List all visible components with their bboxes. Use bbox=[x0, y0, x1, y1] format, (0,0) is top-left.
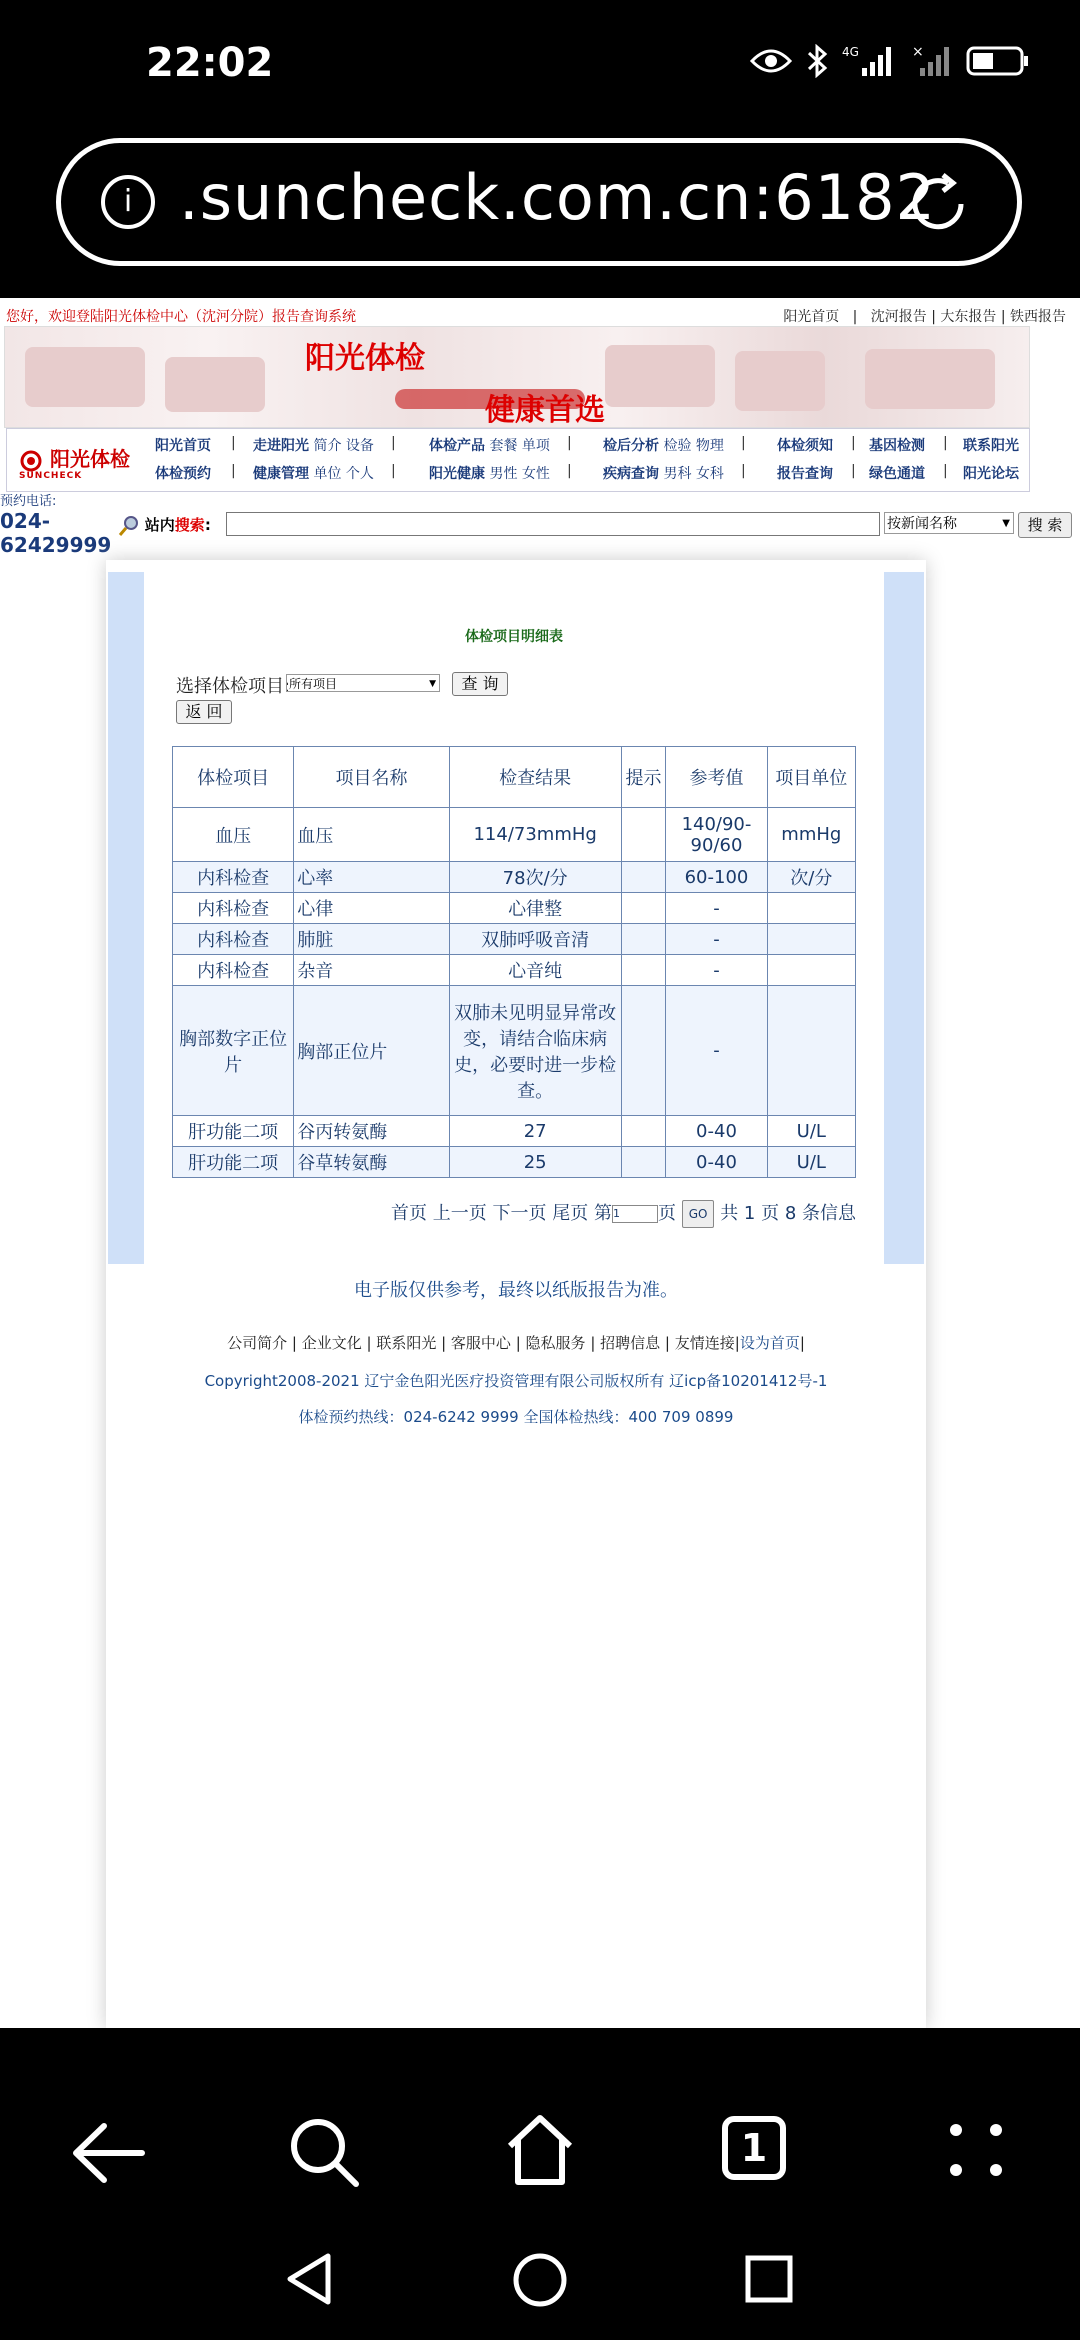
search-button[interactable]: 搜 索 bbox=[1018, 512, 1072, 538]
svg-text:4G: 4G bbox=[842, 45, 859, 59]
magnifier-icon bbox=[118, 515, 140, 537]
col-header: 体检项目 bbox=[173, 747, 294, 808]
banner-title: 阳光体检 bbox=[305, 341, 425, 376]
col-header: 项目单位 bbox=[767, 747, 855, 808]
pagination: 首页 上一页 下一页 尾页 第1 页 GO 共 1 页 8 条信息 bbox=[144, 1200, 856, 1228]
query-button[interactable]: 查 询 bbox=[452, 672, 508, 696]
table-row: 内科检查 杂音 心音纯 - bbox=[173, 955, 856, 986]
footer-link[interactable]: 企业文化 bbox=[301, 1334, 362, 1352]
system-recents-icon[interactable] bbox=[744, 2254, 794, 2304]
footer-link[interactable]: 招聘信息 bbox=[600, 1334, 661, 1352]
disclaimer: 电子版仅供参考，最终以纸版报告为准。 bbox=[354, 1280, 678, 1301]
top-link-dadong[interactable]: 大东报告 bbox=[940, 309, 997, 325]
nav-home[interactable]: 阳光首页 bbox=[155, 438, 211, 454]
back-arrow-icon[interactable] bbox=[70, 2118, 146, 2188]
nav-green-channel[interactable]: 绿色通道 bbox=[869, 466, 925, 482]
col-header: 参考值 bbox=[666, 747, 767, 808]
site-info-icon[interactable]: i bbox=[101, 175, 155, 229]
status-icons bbox=[750, 44, 1030, 78]
booking-phone-number: 024-62429999 bbox=[0, 509, 112, 557]
battery-icon bbox=[966, 45, 1030, 77]
svg-text:×: × bbox=[912, 44, 924, 60]
report-panel bbox=[144, 572, 884, 1264]
signal-4g-icon bbox=[842, 44, 898, 78]
web-page bbox=[0, 298, 1080, 2028]
nav-products[interactable]: 体检产品 套餐 单项 bbox=[429, 438, 550, 454]
copyright: Copyright2008-2021 辽宁金色阳光医疗投资管理有限公司版权所有 辽icp备10201412号-1 bbox=[204, 1372, 828, 1390]
search-icon[interactable] bbox=[288, 2116, 360, 2188]
go-button[interactable]: GO bbox=[682, 1200, 715, 1228]
welcome-text: 您好，欢迎登陆阳光体检中心（沈河分院）报告查询系统 bbox=[6, 309, 356, 325]
search-label: 站内搜索: bbox=[118, 514, 211, 537]
footer-links: 公司简介 | 企业文化 | 联系阳光 | 客服中心 | 隐私服务 | 招聘信息 | 友情连接|设为首页| bbox=[227, 1334, 805, 1352]
more-menu-icon[interactable] bbox=[948, 2122, 1004, 2178]
nav-gene[interactable]: 基因检测 bbox=[869, 438, 925, 454]
sun-logo-icon bbox=[19, 449, 43, 473]
search-input[interactable] bbox=[226, 512, 880, 536]
table-row: 内科检查 心律 心律整 - bbox=[173, 893, 856, 924]
table-row: 肝功能二项 谷草转氨酶 25 0-40 U/L bbox=[173, 1147, 856, 1178]
nav-booking[interactable]: 体检预约 bbox=[155, 466, 211, 482]
top-link-home[interactable]: 阳光首页 bbox=[783, 309, 840, 325]
top-line bbox=[0, 302, 1080, 328]
nav-contact[interactable]: 联系阳光 bbox=[963, 438, 1019, 454]
nav-health-mgmt[interactable]: 健康管理 单位 个人 bbox=[253, 466, 374, 482]
item-filter-select[interactable]: 所有项目 ▼ bbox=[286, 674, 440, 692]
bluetooth-icon bbox=[806, 44, 828, 78]
col-header: 提示 bbox=[621, 747, 666, 808]
footer-link[interactable]: 联系阳光 bbox=[376, 1334, 437, 1352]
reload-icon[interactable] bbox=[903, 169, 973, 239]
signal-weak-icon bbox=[912, 44, 952, 78]
top-link-shenhe[interactable]: 沈河报告 bbox=[870, 309, 927, 325]
site-banner bbox=[4, 326, 1030, 428]
pager-summary: 共 1 页 8 条信息 bbox=[720, 1203, 856, 1224]
content-area bbox=[106, 560, 926, 2028]
system-home-icon[interactable] bbox=[512, 2252, 568, 2308]
report-title: 体检项目明细表 bbox=[465, 629, 563, 645]
nav-health[interactable]: 阳光健康 男性 女性 bbox=[429, 466, 550, 482]
url-text[interactable]: .suncheck.com.cn:6182 bbox=[179, 161, 937, 234]
nav-disease[interactable]: 疾病查询 男科 女科 bbox=[603, 466, 724, 482]
page-number-input[interactable]: 1 bbox=[612, 1205, 658, 1223]
hotline: 体检预约热线：024-6242 9999 全国体检热线：400 709 0899 bbox=[298, 1408, 734, 1426]
site-logo[interactable]: 阳光体检 SUNCHECK bbox=[19, 447, 130, 481]
pager-last[interactable]: 尾页 bbox=[552, 1203, 589, 1224]
tabs-button[interactable]: 1 bbox=[722, 2116, 786, 2180]
pager-next[interactable]: 下一页 bbox=[492, 1203, 547, 1224]
system-back-icon[interactable] bbox=[284, 2252, 334, 2306]
pager-prev[interactable]: 上一页 bbox=[432, 1203, 487, 1224]
site-search bbox=[118, 512, 1078, 538]
nav-analysis[interactable]: 检后分析 检验 物理 bbox=[603, 438, 724, 454]
col-header: 项目名称 bbox=[294, 747, 450, 808]
top-link-tiexi[interactable]: 铁西报告 bbox=[1010, 309, 1066, 325]
status-bar bbox=[0, 0, 1080, 130]
footer-link[interactable]: 公司简介 bbox=[227, 1334, 288, 1352]
browser-toolbar bbox=[0, 130, 1080, 298]
status-time: 22:02 bbox=[146, 40, 274, 86]
search-type-select[interactable]: 按新闻名称 ▼ bbox=[884, 512, 1014, 534]
table-row: 血压 血压 114/73mmHg 140/90-90/60 mmHg bbox=[173, 808, 856, 862]
nav-forum[interactable]: 阳光论坛 bbox=[963, 466, 1019, 482]
nav-notice[interactable]: 体检须知 bbox=[777, 438, 833, 454]
footer-link[interactable]: 隐私服务 bbox=[525, 1334, 586, 1352]
footer-link[interactable]: 友情连接 bbox=[674, 1334, 735, 1352]
footer-link[interactable]: 客服中心 bbox=[450, 1334, 511, 1352]
nav-about[interactable]: 走进阳光 简介 设备 bbox=[253, 438, 374, 454]
table-row: 内科检查 肺脏 双肺呼吸音清 - bbox=[173, 924, 856, 955]
col-header: 检查结果 bbox=[449, 747, 621, 808]
results-table bbox=[172, 746, 856, 1178]
table-row: 内科检查 心率 78次/分 60-100 次/分 bbox=[173, 862, 856, 893]
table-row: 胸部数字正位片 胸部正位片 双肺未见明显异常改变，请结合临床病史，必要时进一步检查。 - bbox=[173, 986, 856, 1116]
home-icon[interactable] bbox=[504, 2112, 576, 2188]
booking-phone: 预约电话: 024-62429999 bbox=[0, 494, 112, 557]
footer-link[interactable]: 设为首页 bbox=[739, 1334, 800, 1352]
eye-icon bbox=[750, 47, 792, 75]
address-bar[interactable] bbox=[56, 138, 1022, 266]
nav-report-query[interactable]: 报告查询 bbox=[777, 466, 833, 482]
table-row: 肝功能二项 谷丙转氨酶 27 0-40 U/L bbox=[173, 1116, 856, 1147]
bottom-navigation bbox=[0, 2028, 1080, 2340]
back-button[interactable]: 返 回 bbox=[176, 700, 232, 724]
top-links: 阳光首页 | 沈河报告 | 大东报告 | 铁西报告 bbox=[783, 309, 1066, 325]
main-nav: 阳光体检 SUNCHECK 阳光首页 | 走进阳光 简介 设备 | 体检产品 套餐 单项 | 检后分析 检验 物理 | 体检须知 | 基因检测 | 联系阳光 体检预约 | 健康管理 单位 个人 | 阳光健康 男性 女性 | 疾病查询 男科 女科 | 报告查询 | 绿色通道 | 阳光论坛 bbox=[6, 428, 1030, 492]
banner-slogan: 健康首选 bbox=[485, 393, 605, 428]
pager-first[interactable]: 首页 bbox=[391, 1203, 428, 1224]
filter-label: 选择体检项目: bbox=[176, 676, 291, 697]
